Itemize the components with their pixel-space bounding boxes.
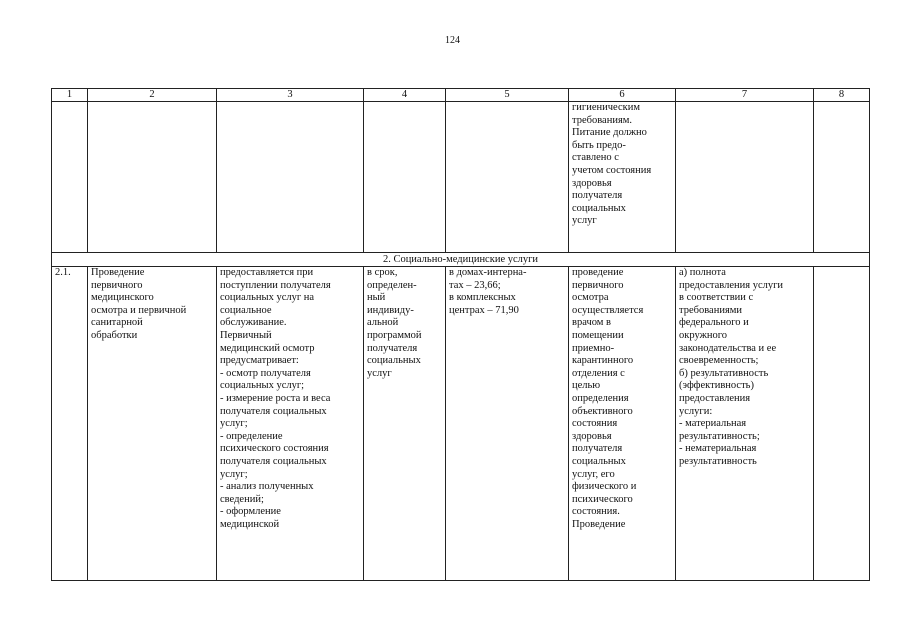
- description-cell: предоставляется при поступлении получателя социальных услуг на социальное обслуживание. Первичный медицинский осмотр предусматривает: - осмотр получателя социальных услуг; - измерение роста и веса получателя социальных услуг; - определение психического состояния получателя социальных услуг; - анализ полученных сведений; - оформление медицинской: [217, 267, 364, 581]
- row-number: 2.1.: [52, 267, 88, 581]
- column-number: 3: [217, 89, 364, 102]
- table-row: [52, 267, 870, 581]
- conditions-cell: проведение первичного осмотра осуществляется врачом в помещении приемно- карантинного отделения с целью определения объективного состояния здоровья получателя социальных услуг, его физического и психического состояния. Проведение: [569, 267, 676, 581]
- table-cell: [676, 102, 814, 253]
- table-cell: [814, 102, 870, 253]
- evaluation-cell: а) полнота предоставления услуги в соответствии с требованиями федерального и окружного законодательства и ее своевременность; б) результативность (эффективность) предоставления услуги: - материальная результативность; - нематериальная результативность: [676, 267, 814, 581]
- empty-cell: [814, 267, 870, 581]
- table-cell: [88, 102, 217, 253]
- page-number: 124: [445, 35, 460, 46]
- column-number: 7: [676, 89, 814, 102]
- column-number: 6: [569, 89, 676, 102]
- column-number: 4: [364, 89, 446, 102]
- table-cell: [52, 102, 88, 253]
- column-number-row: [52, 89, 870, 102]
- section-row: [52, 253, 870, 267]
- term-cell: в срок, определен- ный индивиду- альной программой получателя социальных услуг: [364, 267, 446, 581]
- section-title: 2. Социально-медицинские услуги: [52, 253, 870, 267]
- column-number: 8: [814, 89, 870, 102]
- column-number: 2: [88, 89, 217, 102]
- table-cell: [446, 102, 569, 253]
- column-number: 1: [52, 89, 88, 102]
- column-number: 5: [446, 89, 569, 102]
- table-cell: [364, 102, 446, 253]
- services-table: [51, 88, 870, 581]
- tariff-cell: в домах-интерна- тах – 23,66; в комплексных центрах – 71,90: [446, 267, 569, 581]
- continuation-conditions-cell: гигиеническим требованиям. Питание должно быть предо- ставлено с учетом состояния здоровья получателя социальных услуг: [569, 102, 676, 253]
- service-name-cell: Проведение первичного медицинского осмотра и первичной санитарной обработки: [88, 267, 217, 581]
- continuation-row: [52, 102, 870, 253]
- table-cell: [217, 102, 364, 253]
